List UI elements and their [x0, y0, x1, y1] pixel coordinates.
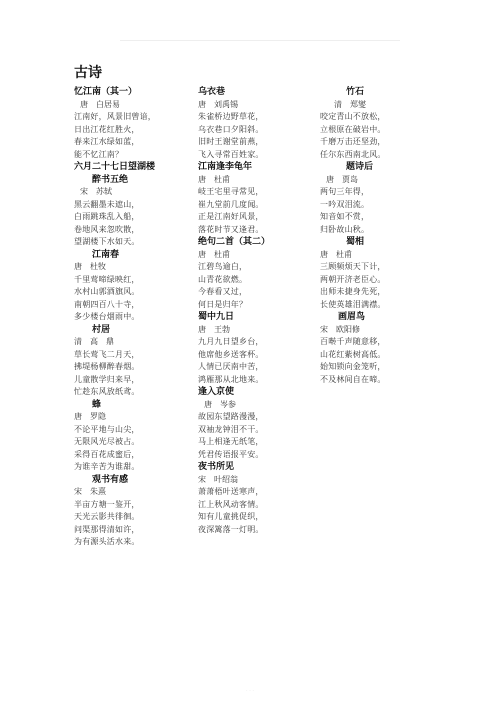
- poem-line: 卷地风来忽吹散，: [74, 224, 140, 234]
- poem-line: 旧时王谢堂前燕，: [198, 137, 264, 146]
- poem-line: 他席他乡送客杯。: [198, 349, 264, 359]
- poem: [198, 86, 328, 161]
- poem-line: 望湖楼下水如天。: [74, 237, 140, 246]
- poem-title: 题诗后: [346, 162, 374, 172]
- poem-line: 九月九日望乡台，: [198, 337, 264, 346]
- poem-line: 马上相逢无纸笔，: [198, 437, 264, 446]
- poem: [198, 161, 328, 236]
- poem-line: 水村山郭酒旗风。: [74, 287, 140, 296]
- poem-line: 两句三年得，: [320, 187, 370, 196]
- poem-line: 儿童散学归来早，: [74, 374, 140, 384]
- poem-line: 鸿雁那从北地来。: [198, 374, 264, 384]
- poem-line: 千里莺啼绿映红，: [74, 274, 140, 284]
- poem-line: 无限风光尽被占。: [74, 437, 140, 446]
- poem-title: 忆江南（其一）: [74, 87, 138, 97]
- poem-author: 宋 欧阳修: [320, 324, 360, 334]
- poem-title: 江南春: [92, 249, 120, 260]
- poem-line: 山青花欲燃。: [198, 274, 248, 284]
- poem: [320, 311, 450, 386]
- poem-line: 日出江花红胜火，: [74, 124, 140, 134]
- poem-line: 春来江水绿如蓝，: [74, 137, 140, 146]
- poem-line: 落花时节又逢君。: [198, 224, 264, 234]
- poem-line: 为谁辛苦为谁甜。: [74, 462, 140, 471]
- poem-title: 夜书所见: [198, 462, 235, 472]
- poem: [74, 249, 204, 324]
- poem-line: 一吟双泪流。: [320, 199, 370, 209]
- poem-line: 始知锁向金笼听，: [320, 362, 386, 371]
- poem-line: 多少楼台烟雨中。: [74, 312, 140, 321]
- poem-title: 观书有感: [92, 474, 129, 485]
- poem-author: 唐 刘禹锡: [198, 99, 238, 109]
- poem-line: 山花红紫树高低。: [320, 349, 386, 359]
- page-title: 古诗: [74, 65, 102, 81]
- poem: [74, 86, 204, 161]
- poem: [74, 161, 204, 249]
- poem-author: 宋 苏轼: [80, 187, 112, 196]
- poem-line: 天光云影共徘徊。: [74, 512, 140, 521]
- poem-line: 任尔东西南北风。: [320, 149, 386, 159]
- poem-author: 宋 朱熹: [74, 487, 106, 496]
- poem-author: 清 郑燮: [334, 99, 366, 109]
- poem-line: 飞入寻常百姓家。: [198, 149, 264, 159]
- poem-line: 立根原在破岩中。: [320, 124, 386, 134]
- poem-author: 唐 王勃: [198, 324, 230, 334]
- poem-line: 人情已厌南中苦，: [198, 362, 264, 371]
- poem-line: 千磨万击还坚劲，: [320, 137, 386, 146]
- poem-column-2: [198, 86, 328, 536]
- poem-author: 唐 杜牧: [74, 262, 106, 271]
- poem-line: 江碧鸟逾白，: [198, 262, 248, 271]
- poem-line: 两朝开济老臣心。: [320, 274, 386, 284]
- poem-title: 乌衣巷: [198, 87, 226, 97]
- poem: [74, 324, 204, 399]
- poem-line: 为有源头活水来。: [74, 537, 140, 546]
- poem-line: 今春看又过，: [198, 287, 248, 296]
- poem-line: 岐王宅里寻常见，: [198, 187, 264, 196]
- poem-line: 问渠那得清如许，: [74, 524, 140, 534]
- poem-line: 萧萧梧叶送寒声，: [198, 487, 264, 496]
- poem-column-3: [320, 86, 450, 386]
- poem-line: 能不忆江南？: [74, 149, 124, 159]
- poem-line: 出师未捷身先死，: [320, 287, 386, 296]
- poem-line: 崔九堂前几度闻。: [198, 199, 264, 209]
- poem-line: 三顾频烦天下计，: [320, 262, 386, 271]
- poem-line: 归卧故山秋。: [320, 224, 370, 234]
- poem-line: 知音如不赏，: [320, 212, 370, 221]
- poem-title: 逢入京使: [198, 387, 235, 397]
- poem: [198, 461, 328, 536]
- poem-line: 采得百花成蜜后，: [74, 449, 140, 459]
- poem-line: 不及林间自在啼。: [320, 374, 386, 384]
- poem-title: 村居: [92, 324, 111, 335]
- poem-subtitle: 醉书五绝: [92, 174, 129, 185]
- poem-line: 不论平地与山尖，: [74, 424, 140, 434]
- poem-line: 乌衣巷口夕阳斜。: [198, 124, 264, 134]
- poem: [198, 236, 328, 311]
- poem-line: 江南好，风景旧曾谙，: [74, 112, 156, 121]
- poem-line: 何日是归年？: [198, 299, 248, 309]
- header-rule: [120, 40, 400, 41]
- poem-author: 唐 贾岛: [326, 174, 358, 184]
- poem-author: 宋 叶绍翁: [198, 474, 238, 484]
- poem-author: 清 高 鼎: [74, 337, 114, 346]
- poem-author: 唐 杜甫: [198, 174, 230, 184]
- page-footer-mark: · · ·: [246, 688, 254, 694]
- poem: [198, 311, 328, 386]
- poem-title: 六月二十七日望湖楼: [74, 162, 156, 172]
- poem-title: 绝句二首（其二）: [198, 237, 271, 247]
- poem-author: 唐 杜甫: [320, 249, 352, 259]
- poem-line: 长使英雄泪满襟。: [320, 299, 386, 309]
- poem-line: 双袖龙钟泪不干。: [198, 424, 264, 434]
- poem-author: 唐 白居易: [80, 99, 120, 109]
- poem-line: 半亩方塘一鉴开，: [74, 499, 140, 509]
- poem: [320, 236, 450, 311]
- poem-title: 竹石: [346, 87, 365, 97]
- poem-line: 江上秋风动客情。: [198, 499, 264, 509]
- poem-author: 唐 岑参: [204, 399, 236, 409]
- poem-author: 唐 杜甫: [198, 249, 230, 259]
- poem-line: 朱雀桥边野草花，: [198, 112, 264, 121]
- poem-title: 画眉鸟: [338, 312, 366, 322]
- poem-line: 草长莺飞二月天，: [74, 349, 140, 359]
- poem-line: 黑云翻墨未遮山，: [74, 199, 140, 209]
- poem: [74, 474, 204, 549]
- poem-title: 江南逢李龟年: [198, 162, 253, 172]
- poem: [320, 86, 450, 161]
- poem: [320, 161, 450, 236]
- poem-line: 故园东望路漫漫，: [198, 412, 264, 421]
- poem-title: 蜀相: [346, 237, 365, 247]
- poem-title: 蜂: [92, 399, 102, 410]
- poem-column-1: [74, 86, 204, 549]
- poem-line: 正是江南好风景，: [198, 212, 264, 221]
- poem-line: 百啭千声随意移，: [320, 337, 386, 346]
- poem-author: 唐 罗隐: [74, 412, 106, 421]
- poem: [198, 386, 328, 461]
- poem-line: 白雨跳珠乱入船，: [74, 212, 140, 221]
- poem-line: 凭君传语报平安。: [198, 449, 264, 459]
- poem-line: 知有儿童挑促织，: [198, 512, 264, 521]
- poem-line: 拂堤杨柳醉春烟。: [74, 362, 140, 371]
- poem-line: 忙趁东风放纸鸢。: [74, 387, 140, 396]
- poem: [74, 399, 204, 474]
- poem-line: 咬定青山不放松，: [320, 112, 386, 121]
- poem-line: 南朝四百八十寺，: [74, 299, 140, 309]
- poem-line: 夜深篱落一灯明。: [198, 524, 264, 534]
- poem-title: 蜀中九日: [198, 312, 235, 322]
